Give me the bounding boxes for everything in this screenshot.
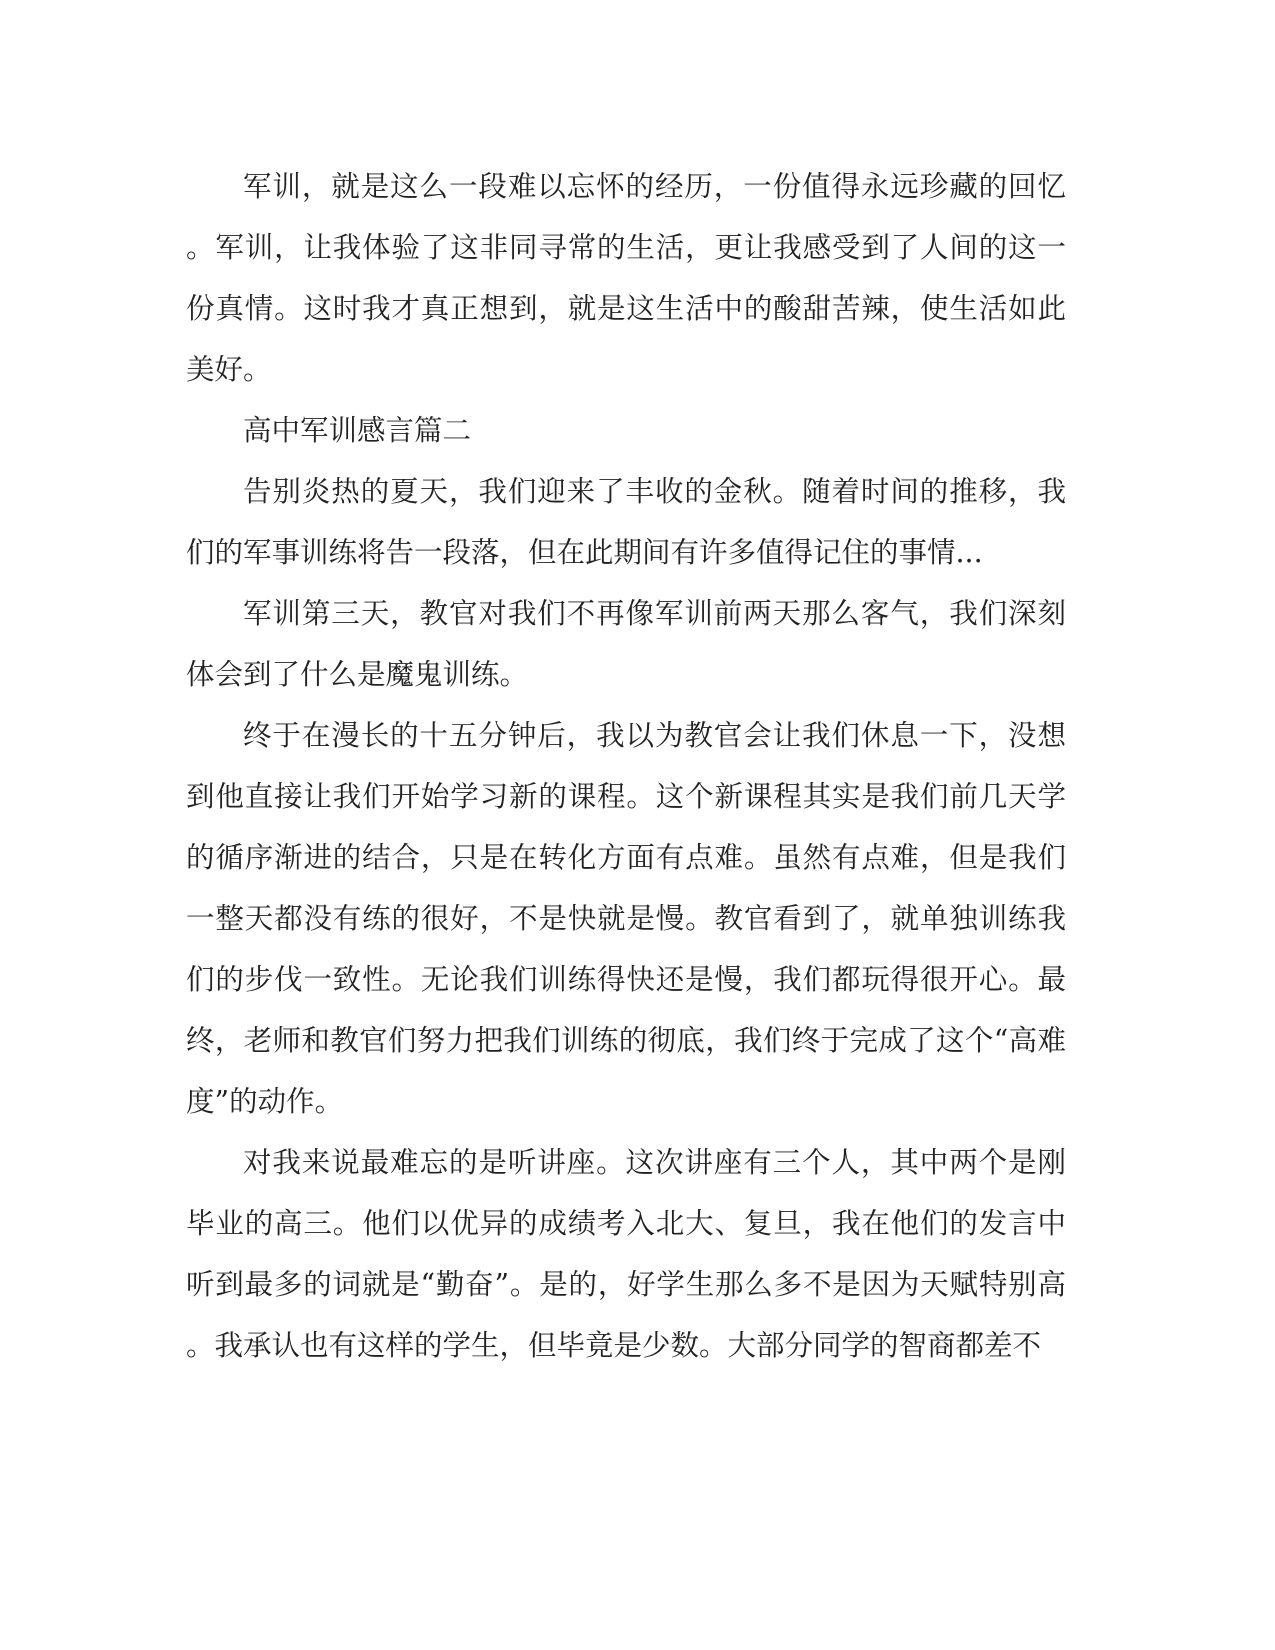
paragraph: 告别炎热的夏天，我们迎来了丰收的金秋。随着时间的推移，我们的军事训练将告一段落，但在此期间有许多值得记住的事情...	[186, 475, 1066, 569]
document-body	[186, 156, 1066, 1376]
paragraph: 军训，就是这么一段难以忘怀的经历，一份值得永远珍藏的回忆。军训，让我体验了这非同寻常的生活，更让我感受到了人间的这一份真情。这时我才真正想到，就是这生活中的酸甜苦辣，使生活如此美好。	[186, 170, 1066, 386]
paragraph: 终于在漫长的十五分钟后，我以为教官会让我们休息一下，没想到他直接让我们开始学习新的课程。这个新课程其实是我们前几天学的循序渐进的结合，只是在转化方面有点难。虽然有点难，但是我们一整天都没有练的很好，不是快就是慢。教官看到了，就单独训练我们的步伐一致性。无论我们训练得快还是慢，我们都玩得很开心。最终，老师和教官们努力把我们训练的彻底，我们终于完成了这个“高难度”的动作。	[186, 719, 1066, 1118]
paragraph: 对我来说最难忘的是听讲座。这次讲座有三个人，其中两个是刚毕业的高三。他们以优异的成绩考入北大、复旦，我在他们的发言中听到最多的词就是“勤奋”。是的，好学生那么多不是因为天赋特别高。我承认也有这样的学生，但毕竟是少数。大部分同学的智商都差不	[186, 1146, 1066, 1362]
paragraph: 军训第三天，教官对我们不再像军训前两天那么客气，我们深刻体会到了什么是魔鬼训练。	[186, 597, 1066, 691]
section-heading: 高中军训感言篇二	[243, 414, 472, 447]
